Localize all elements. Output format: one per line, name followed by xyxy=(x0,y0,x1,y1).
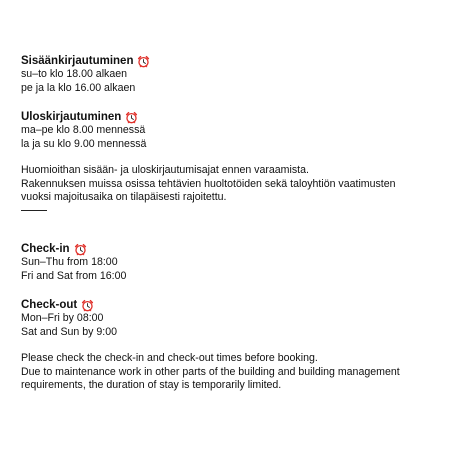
fi-checkout-heading xyxy=(21,110,441,124)
en-checkout-line-1: Mon–Fri by 08:00 xyxy=(21,312,104,324)
en-notice xyxy=(21,352,441,393)
info-page xyxy=(21,0,441,450)
fi-checkout-section xyxy=(21,110,441,151)
en-checkin-heading xyxy=(21,242,441,256)
en-notice-line-1: Please check the check-in and check-out times before booking. xyxy=(21,352,318,364)
en-checkout-title: Check-out xyxy=(21,299,78,311)
fi-checkin-line-1: su–to klo 18.00 alkaen xyxy=(21,68,128,80)
alarm-clock-icon xyxy=(125,111,138,124)
en-notice-line-2: Due to maintenance work in other parts of the building and building management xyxy=(21,365,400,378)
fi-checkin-line-2: pe ja la klo 16.00 alkaen xyxy=(21,81,136,94)
en-notice-line-3: requirements, the duration of stay is temporarily limited. xyxy=(21,379,282,391)
fi-checkin-title: Sisäänkirjautuminen xyxy=(21,55,134,67)
alarm-clock-icon xyxy=(74,243,87,256)
fi-checkin-heading xyxy=(21,54,441,68)
en-checkin-line-1: Sun–Thu from 18:00 xyxy=(21,256,118,268)
en-checkin-title: Check-in xyxy=(21,243,70,255)
en-checkin-section xyxy=(21,242,441,283)
fi-notice-line-2: Rakennuksen muissa osissa tehtävien huoltotöiden sekä taloyhtiön vaatimusten xyxy=(21,177,396,190)
fi-checkout-title: Uloskirjautuminen xyxy=(21,111,122,123)
fi-notice-line-1: Huomioithan sisään- ja uloskirjautumisajat ennen varaamista. xyxy=(21,164,309,176)
fi-checkout-line-2: la ja su klo 9.00 mennessä xyxy=(21,137,147,150)
en-checkin-line-2: Fri and Sat from 16:00 xyxy=(21,269,127,282)
fi-checkin-section xyxy=(21,54,441,95)
en-checkout-line-2: Sat and Sun by 9:00 xyxy=(21,325,118,338)
fi-notice xyxy=(21,164,441,205)
en-checkout-heading xyxy=(21,298,441,312)
en-checkout-section xyxy=(21,298,441,339)
alarm-clock-icon xyxy=(81,299,94,312)
fi-checkout-line-1: ma–pe klo 8.00 mennessä xyxy=(21,124,146,136)
section-divider xyxy=(21,210,47,211)
alarm-clock-icon xyxy=(137,55,150,68)
fi-notice-line-3: vuoksi majoitusaika on tilapäisesti rajoitettu. xyxy=(21,191,227,203)
